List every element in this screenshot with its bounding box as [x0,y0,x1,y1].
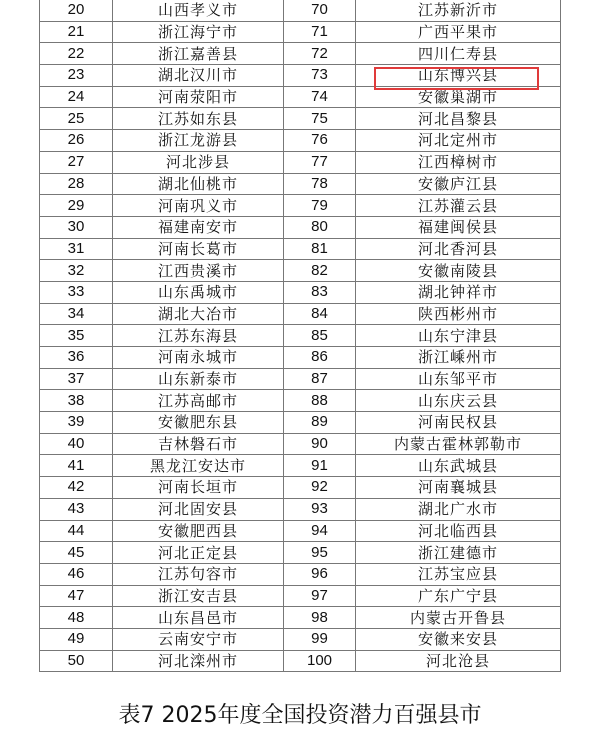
rank-cell: 40 [40,433,113,455]
county-name-cell: 江西贵溪市 [113,260,284,282]
table-row [40,498,561,520]
county-name-cell: 安徽庐江县 [356,173,561,195]
rank-cell: 77 [284,151,356,173]
rank-cell: 22 [40,43,113,65]
county-name-cell: 内蒙古开鲁县 [356,607,561,629]
rank-cell: 24 [40,86,113,108]
rank-cell: 76 [284,130,356,152]
rank-cell: 91 [284,455,356,477]
county-name-cell: 江苏东海县 [113,325,284,347]
county-name-cell: 浙江嘉善县 [113,43,284,65]
rank-cell: 42 [40,477,113,499]
county-name-cell: 湖北汉川市 [113,65,284,87]
table-row [40,195,561,217]
rank-cell: 81 [284,238,356,260]
rank-cell: 87 [284,368,356,390]
table-row [40,43,561,65]
rank-cell: 99 [284,628,356,650]
rank-cell: 34 [40,303,113,325]
county-name-cell: 山东庆云县 [356,390,561,412]
county-name-cell: 山东邹平市 [356,368,561,390]
rank-cell: 85 [284,325,356,347]
rank-cell: 45 [40,542,113,564]
county-name-cell: 江苏新沂市 [356,0,561,21]
table-row [40,86,561,108]
table-row [40,563,561,585]
rank-cell: 75 [284,108,356,130]
table-row [40,325,561,347]
rank-cell: 44 [40,520,113,542]
rank-cell: 36 [40,347,113,369]
table-row [40,238,561,260]
county-name-cell: 河北定州市 [356,130,561,152]
rank-cell: 26 [40,130,113,152]
table-row [40,628,561,650]
county-name-cell: 河北临西县 [356,520,561,542]
rank-cell: 27 [40,151,113,173]
rank-cell: 97 [284,585,356,607]
rank-cell: 71 [284,21,356,43]
county-name-cell: 山东禹城市 [113,281,284,303]
table-row [40,281,561,303]
rank-cell: 39 [40,412,113,434]
county-name-cell: 陕西彬州市 [356,303,561,325]
county-name-cell: 福建南安市 [113,216,284,238]
table-row [40,303,561,325]
rank-cell: 29 [40,195,113,217]
table-row [40,520,561,542]
ranking-table-body [40,0,561,672]
rank-cell: 70 [284,0,356,21]
county-name-cell: 河北滦州市 [113,650,284,672]
rank-cell: 37 [40,368,113,390]
county-name-cell: 安徽肥东县 [113,412,284,434]
table-caption: 表7 2025年度全国投资潜力百强县市 [118,703,482,728]
county-name-cell: 浙江嵊州市 [356,347,561,369]
county-name-cell: 江苏句容市 [113,563,284,585]
county-name-cell: 内蒙古霍林郭勒市 [356,433,561,455]
rank-cell: 21 [40,21,113,43]
rank-cell: 80 [284,216,356,238]
table-row [40,347,561,369]
county-name-cell: 河南永城市 [113,347,284,369]
table-row [40,173,561,195]
table-row [40,412,561,434]
rank-cell: 50 [40,650,113,672]
rank-cell: 92 [284,477,356,499]
table-row [40,542,561,564]
rank-cell: 74 [284,86,356,108]
rank-cell: 23 [40,65,113,87]
county-name-cell: 四川仁寿县 [356,43,561,65]
table-row [40,151,561,173]
county-name-cell: 河北正定县 [113,542,284,564]
rank-cell: 41 [40,455,113,477]
rank-cell: 38 [40,390,113,412]
county-name-cell: 山东博兴县 [356,65,561,87]
county-name-cell: 江苏灌云县 [356,195,561,217]
county-name-cell: 广西平果市 [356,21,561,43]
table-row [40,585,561,607]
table-row [40,108,561,130]
rank-cell: 47 [40,585,113,607]
rank-cell: 90 [284,433,356,455]
county-name-cell: 黑龙江安达市 [113,455,284,477]
table-row [40,0,561,21]
county-name-cell: 山东新泰市 [113,368,284,390]
table-row [40,368,561,390]
county-name-cell: 河北昌黎县 [356,108,561,130]
rank-cell: 82 [284,260,356,282]
rank-cell: 72 [284,43,356,65]
county-name-cell: 湖北大冶市 [113,303,284,325]
county-name-cell: 安徽肥西县 [113,520,284,542]
rank-cell: 30 [40,216,113,238]
rank-cell: 78 [284,173,356,195]
rank-cell: 89 [284,412,356,434]
ranking-table-container [39,0,560,672]
rank-cell: 88 [284,390,356,412]
table-row [40,650,561,672]
rank-cell: 32 [40,260,113,282]
county-name-cell: 湖北仙桃市 [113,173,284,195]
rank-cell: 84 [284,303,356,325]
county-name-cell: 河北固安县 [113,498,284,520]
county-name-cell: 山东武城县 [356,455,561,477]
rank-cell: 94 [284,520,356,542]
rank-cell: 95 [284,542,356,564]
table-row [40,65,561,87]
ranking-table [39,0,561,672]
rank-cell: 83 [284,281,356,303]
county-name-cell: 浙江建德市 [356,542,561,564]
county-name-cell: 湖北广水市 [356,498,561,520]
rank-cell: 96 [284,563,356,585]
rank-cell: 73 [284,65,356,87]
county-name-cell: 江苏宝应县 [356,563,561,585]
county-name-cell: 福建闽侯县 [356,216,561,238]
county-name-cell: 山西孝义市 [113,0,284,21]
county-name-cell: 河南荥阳市 [113,86,284,108]
county-name-cell: 江苏如东县 [113,108,284,130]
county-name-cell: 河南巩义市 [113,195,284,217]
county-name-cell: 河南长垣市 [113,477,284,499]
county-name-cell: 广东广宁县 [356,585,561,607]
table-row [40,390,561,412]
county-name-cell: 河北沧县 [356,650,561,672]
rank-cell: 35 [40,325,113,347]
county-name-cell: 浙江龙游县 [113,130,284,152]
rank-cell: 98 [284,607,356,629]
county-name-cell: 安徽来安县 [356,628,561,650]
rank-cell: 86 [284,347,356,369]
rank-cell: 28 [40,173,113,195]
county-name-cell: 山东昌邑市 [113,607,284,629]
rank-cell: 33 [40,281,113,303]
rank-cell: 20 [40,0,113,21]
rank-cell: 49 [40,628,113,650]
table-row [40,607,561,629]
county-name-cell: 河南襄城县 [356,477,561,499]
table-row [40,260,561,282]
county-name-cell: 河北香河县 [356,238,561,260]
county-name-cell: 湖北钟祥市 [356,281,561,303]
table-row [40,130,561,152]
rank-cell: 48 [40,607,113,629]
rank-cell: 79 [284,195,356,217]
county-name-cell: 浙江海宁市 [113,21,284,43]
table-row [40,21,561,43]
rank-cell: 93 [284,498,356,520]
county-name-cell: 吉林磐石市 [113,433,284,455]
table-row [40,433,561,455]
rank-cell: 25 [40,108,113,130]
table-row [40,455,561,477]
county-name-cell: 云南安宁市 [113,628,284,650]
table-row [40,477,561,499]
county-name-cell: 河南民权县 [356,412,561,434]
county-name-cell: 河南长葛市 [113,238,284,260]
rank-cell: 100 [284,650,356,672]
county-name-cell: 江苏高邮市 [113,390,284,412]
county-name-cell: 浙江安吉县 [113,585,284,607]
county-name-cell: 山东宁津县 [356,325,561,347]
rank-cell: 43 [40,498,113,520]
county-name-cell: 河北涉县 [113,151,284,173]
rank-cell: 31 [40,238,113,260]
county-name-cell: 安徽南陵县 [356,260,561,282]
rank-cell: 46 [40,563,113,585]
table-row [40,216,561,238]
county-name-cell: 安徽巢湖市 [356,86,561,108]
county-name-cell: 江西樟树市 [356,151,561,173]
